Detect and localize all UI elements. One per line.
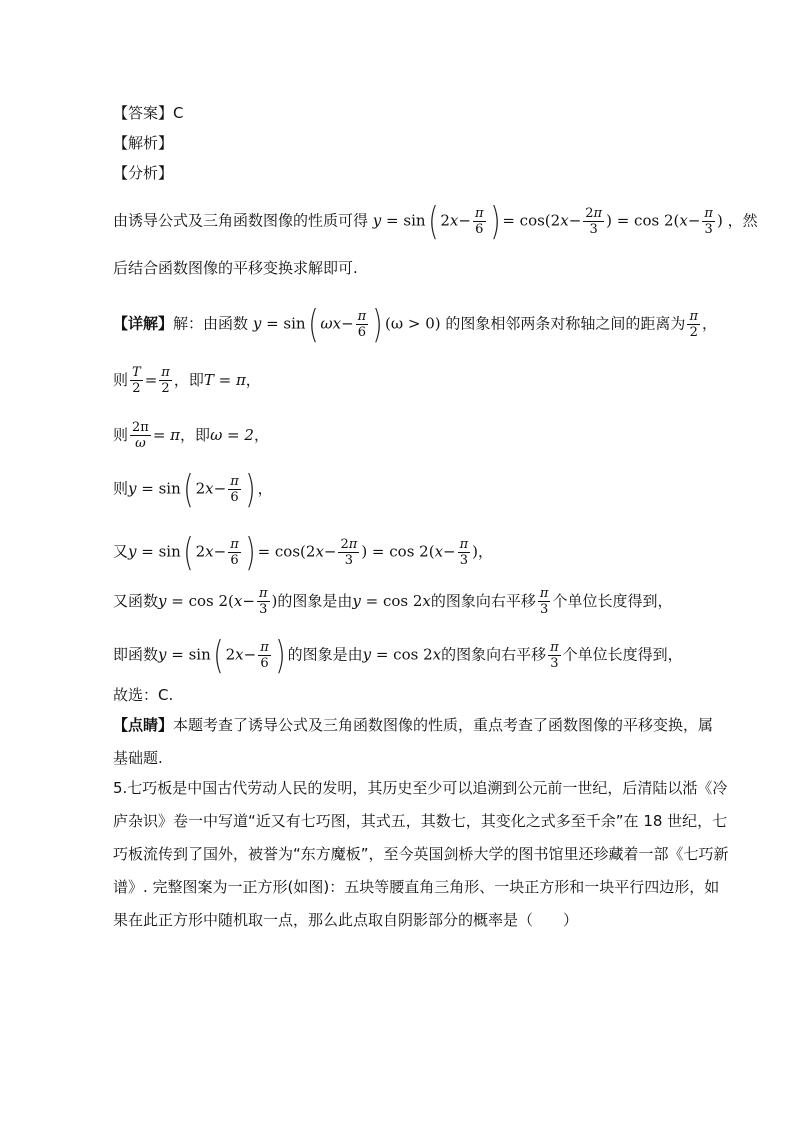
step-mid: ，即 [180,426,211,444]
step-prefix: 则 [113,371,129,389]
step-mid2: 的图象向右平移 [430,592,536,610]
question5-line2: 庐杂识》卷一中写道“近又有七巧图，其式五，其数七，其变化之式多至千余”在 18 世纪，七 [113,812,728,830]
fraction: $\frac{T}{2}$ [132,365,141,396]
fraction: $\frac{\pi}{3}$ [550,639,559,671]
fraction: $\frac{\pi}{6}$ [260,639,269,671]
question5-line5: 果在此正方形中随机取一点，那么此点取自阴影部分的概率是（ ） [113,911,579,929]
comment-line [113,715,713,735]
step-mid: 的图象是由 [287,645,363,664]
analysis-line2: 后结合函数图像的平移变换求解即可. [113,259,358,277]
choice-line: 故选：C. [113,686,174,704]
detail-line: 【详解】解：由函数 y = sin( ωx− $\frac{\pi}{6}$ ) (ω > 0) 的图象相邻两条对称轴之间的距离为 $\frac{\pi}{2}$ ， [113,302,717,346]
step-prefix: 则 [113,479,129,498]
step-prefix: 又 [113,542,129,561]
answer-value: C [173,104,184,122]
step-end: ， [257,479,273,498]
detail-end: ， [701,314,717,333]
fraction: $\frac{\pi}{2}$ [161,365,170,396]
detail-prefix: 解：由函数 [173,314,249,333]
answer-line [113,103,184,123]
comment-label: 【点睛】 [113,716,174,734]
analysis-prefix: 由诱导公式及三角函数图像的性质可得 [113,211,369,230]
step-mid: 的图象是由 [277,592,353,610]
fraction: $\frac{\pi}{6}$ [230,536,239,568]
detail-label: 【详解】 [113,314,174,333]
question5-line1: 5.七巧板是中国古代劳动人民的发明，其历史至少可以追溯到公元前一世纪，后清陆以湉《冷 [113,779,728,797]
step-mid2: 的图象向右平移 [441,645,547,664]
fraction: $\frac{\pi}{3}$ [459,536,469,568]
step-3: 则y = sin( 2x− $\frac{\pi}{6}$ ) ， [113,467,273,511]
jiexi-heading: 【解析】 [113,134,174,152]
step-eq: = π [152,426,181,444]
fraction: $\frac{2\pi}{\omega}$ [132,420,149,451]
step-prefix: 则 [113,426,129,444]
step-end: 个单位长度得到， [552,592,673,610]
fraction: $\frac{\pi}{6}$ [474,205,484,237]
answer-label: 【答案】 [113,104,174,122]
fraction: $\frac{\pi}{3}$ [258,586,268,617]
step-5: 又函数y = cos 2(x− $\frac{\pi}{3}$ )的图象是由y = cos 2x的图象向右平移 $\frac{\pi}{3}$ 个单位长度得到， [113,586,673,617]
step-end: ， [253,426,269,444]
detail-mid: 的图象相邻两条对称轴之间的距离为 [445,314,686,333]
step-result: ω = 2 [210,426,254,444]
fraction: $\frac{\pi}{3}$ [539,586,549,617]
step-end: 个单位长度得到， [562,645,683,664]
omega-condition: (ω > 0) [385,314,441,333]
fraction: $\frac{\pi}{6}$ [230,473,239,505]
question5-line3: 巧板流传到了国外，被誉为“东方魔板”，至今英国剑桥大学的图书馆里还珍藏着一部《七巧新 [113,845,729,863]
fraction: $\frac{2\pi}{3}$ [585,205,603,237]
step-prefix: 又函数 [113,592,159,610]
fenxi-heading: 【分析】 [113,164,174,182]
step-prefix: 即函数 [113,645,159,664]
step-mid: ，即 [173,371,204,389]
analysis-suffix: ，然 [727,211,758,230]
comment-line2: 基础题. [113,749,163,767]
comment-text: 本题考查了诱导公式及三角函数图像的性质，重点考查了函数图像的平移变换，属 [173,716,714,734]
fraction: $\frac{\pi}{3}$ [704,205,713,237]
fraction: $\frac{\pi}{6}$ [357,308,367,340]
question5-line4: 谱》. 完整图案为一正方形(如图)：五块等腰直角三角形、一块正方形和一块平行四边形，如 [113,878,720,896]
step-2 [113,420,269,451]
step-end: ， [245,371,261,389]
step-4: 又y = sin( 2x− $\frac{\pi}{6}$ ) = cos(2x− $\frac{2\pi}{3}$ ) = cos 2(x− $\frac{\pi}{3}$ )， [113,530,494,574]
step-6: 即函数y = sin( 2x− $\frac{\pi}{6}$ ) 的图象是由y = cos 2x的图象向右平移 $\frac{\pi}{3}$ 个单位长度得到， [113,633,683,677]
step-result: T = π [203,371,246,389]
formula: y [372,211,382,230]
fraction: $\frac{\pi}{2}$ [689,308,698,340]
step-1: 则 $\frac{T}{2}$ = $\frac{\pi}{2}$ ，即T = π， [113,365,261,396]
step-end: ， [478,542,494,561]
analysis-line: 由诱导公式及三角函数图像的性质可得 y = sin( 2x− $\frac{\pi}{6}$ ) = cos(2x− $\frac{2\pi}{3}$ ) = cos 2(x− $\frac{\pi}{3}$ ) ，然 [113,199,758,243]
fraction: $\frac{2\pi}{3}$ [340,536,358,568]
